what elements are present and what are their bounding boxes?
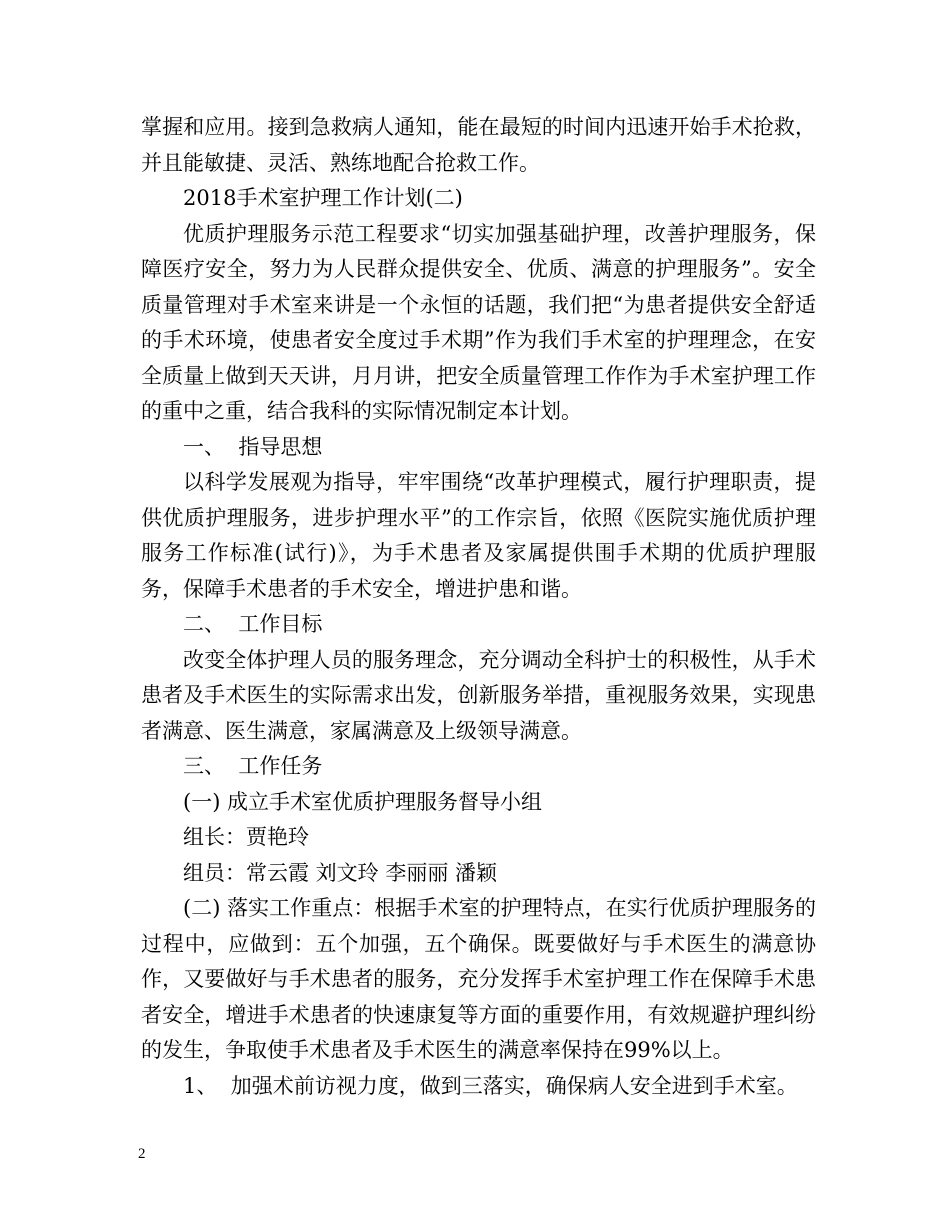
paragraph-continuation: 掌握和应用。接到急救病人通知，能在最短的时间内迅速开始手术抢救，并且能敏捷、灵活、熟练地配合抢救工作。: [141, 115, 816, 175]
paragraph-work-goals: 改变全体护理人员的服务理念，充分调动全科护士的积极性，从手术患者及手术医生的实际需求出发，创新服务举措，重视服务效果，实现患者满意、医生满意，家属满意及上级领导满意。: [141, 647, 816, 743]
group-leader-line: 组长：贾艳玲: [183, 825, 309, 849]
heading-work-goals: 二、 工作目标: [183, 612, 323, 636]
list-item-preoperative-visit: 1、 加强术前访视力度，做到三落实，确保病人安全进到手术室。: [183, 1073, 798, 1098]
section-title: 2018手术室护理工作计划(二): [183, 186, 463, 210]
page-number: 2: [138, 1146, 146, 1162]
heading-work-tasks: 三、 工作任务: [183, 754, 323, 778]
document-body: [141, 110, 816, 1104]
group-members-line: 组员：常云霞 刘文玲 李丽丽 潘颖: [183, 860, 498, 885]
paragraph-guiding-ideology: 以科学发展观为指导，牢牢围绕“改革护理模式，履行护理职责，提供优质护理服务，进步护理水平”的工作宗旨，依照《医院实施优质护理服务工作标准(试行)》，为手术患者及家属提供围手术期的优质护理服务，保障手术患者的手术安全，增进护患和谐。: [141, 470, 816, 601]
paragraph-intro: 优质护理服务示范工程要求“切实加强基础护理，改善护理服务，保障医疗安全，努力为人民群众提供安全、优质、满意的护理服务”。安全质量管理对手术室来讲是一个永恒的话题，我们把“为患者提供安全舒适的手术环境，使患者安全度过手术期”作为我们手术室的护理理念，在安全质量上做到天天讲，月月讲，把安全质量管理工作作为手术室护理工作的重中之重，结合我科的实际情况制定本计划。: [141, 221, 816, 423]
subheading-supervision-group: (一) 成立手术室优质护理服务督导小组: [183, 789, 543, 814]
heading-guiding-ideology: 一、 指导思想: [183, 434, 323, 459]
paragraph-work-priorities: (二) 落实工作重点：根据手术室的护理特点，在实行优质护理服务的过程中，应做到：五个加强，五个确保。既要做好与手术医生的满意协作，又要做好与手术患者的服务，充分发挥手术室护理工作在保障手术患者安全，增进手术患者的快速康复等方面的重要作用，有效规避护理纠纷的发生，争取使手术患者及手术医生的满意率保持在99%以上。: [141, 896, 816, 1062]
